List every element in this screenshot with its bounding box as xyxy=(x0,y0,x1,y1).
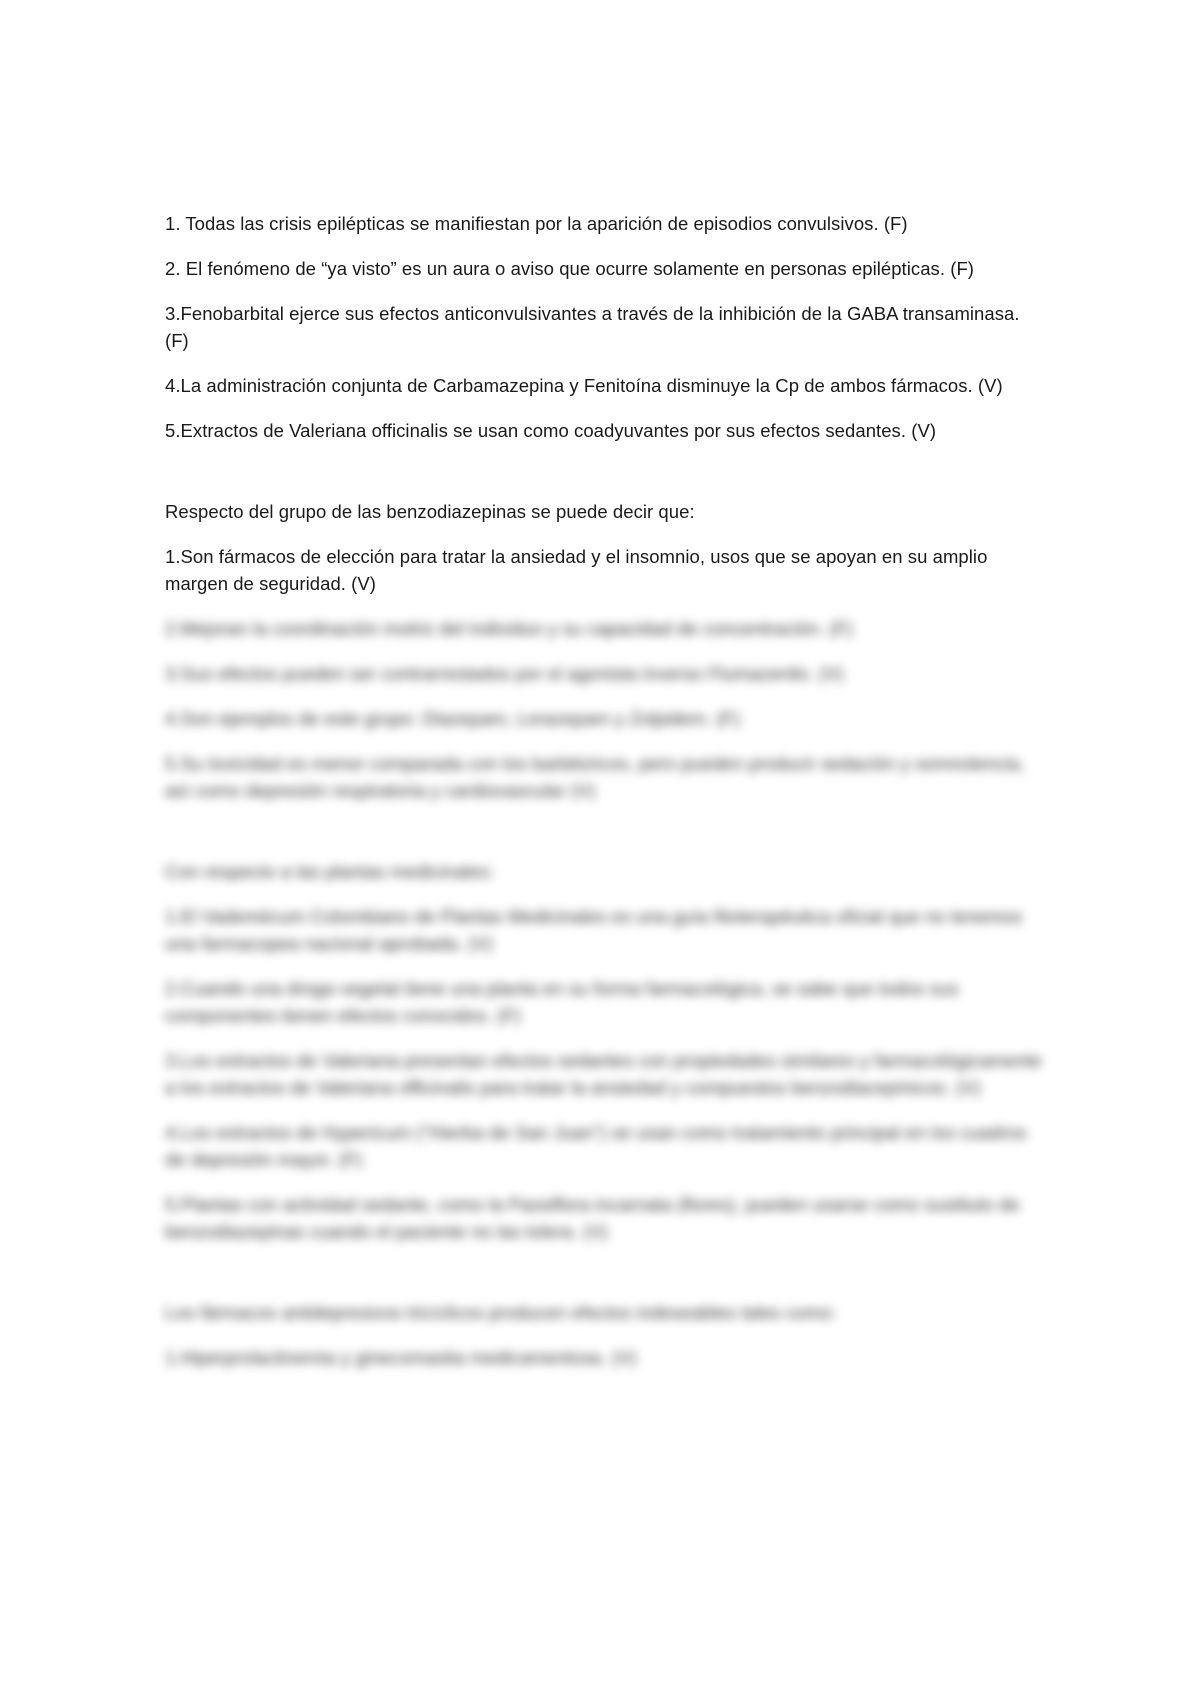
benzodiazepines-item-1: 1.Son fármacos de elección para tratar la ansiedad y el insomnio, usos que se apoyan en su amplio margen de seguridad. (V) xyxy=(165,546,988,594)
blurred-line: 5.Plantas con actividad sedante, como la Passiflora incarnata (flores), pueden usarse como sustituto de benzodiazepinas cuando el paciente no las tolera. (V) xyxy=(165,1194,1020,1242)
blurred-line: 1.Hiperprolactinemia y ginecomastia medicamentosa. (V) xyxy=(165,1347,637,1368)
blurred-line: 4.Son ejemplos de este grupo: Diazepam, Lorazepam y Zolpidem. (F) xyxy=(165,708,740,729)
document-body xyxy=(165,210,1045,1389)
blurred-content xyxy=(165,615,1045,1371)
blurred-line: 3.Sus efectos pueden ser contrarrestados por el agonista inverso Flumazenilo. (V) xyxy=(165,663,844,684)
benzodiazepines-heading: Respecto del grupo de las benzodiazepinas se puede decir que: xyxy=(165,501,695,522)
blurred-line: Con respecto a las plantas medicinales: xyxy=(165,861,494,882)
blurred-line: 4.Los extractos de Hypericum ("Hierba de San Juan") se usan como tratamiento principal en los cuadros de depresión mayor. (F) xyxy=(165,1122,1027,1170)
blurred-line: 1.El Vademécum Colombiano de Plantas Medicinales es una guía fitoterapéutica oficial que no tenemos una farmacopea nacional aprobada. (V) xyxy=(165,906,1023,954)
blurred-line: Los fármacos antidepresivos tricíclicos producen efectos indeseables tales como: xyxy=(165,1302,837,1323)
blurred-line: 5.Su toxicidad es menor comparada con los barbitúricos, pero pueden producir sedación y somnolencia, así como depresión respiratoria y cardiovascular (V) xyxy=(165,753,1025,801)
section-gap xyxy=(165,462,1045,498)
question-5: 5.Extractos de Valeriana officinalis se usan como coadyuvantes por sus efectos sedantes. (V) xyxy=(165,420,937,441)
question-1: 1. Todas las crisis epilépticas se manifiestan por la aparición de episodios convulsivos. (F) xyxy=(165,213,908,234)
question-3: 3.Fenobarbital ejerce sus efectos anticonvulsivantes a través de la inhibición de la GABA transaminasa. (F) xyxy=(165,303,1020,351)
blurred-line: 3.Los extractos de Valeriana presentan efectos sedantes con propiedades similares y farmacológicamente a los extractos de Valeriana officinalis para tratar la ansiedad y compuestos benzodiacepínicos. (V) xyxy=(165,1050,1042,1098)
blurred-line: 2.Cuando una droga vegetal tiene una planta en su forma farmacológica, se sabe que todos sus componentes tienen efectos conocidos. (F) xyxy=(165,978,959,1026)
question-4: 4.La administración conjunta de Carbamazepina y Fenitoína disminuye la Cp de ambos fármacos. (V) xyxy=(165,375,1003,396)
question-2: 2. El fenómeno de “ya visto” es un aura o aviso que ocurre solamente en personas epilépticas. (F) xyxy=(165,258,975,279)
blurred-line: 2.Mejoran la coordinación motriz del individuo y su capacidad de concentración. (F) xyxy=(165,618,853,639)
